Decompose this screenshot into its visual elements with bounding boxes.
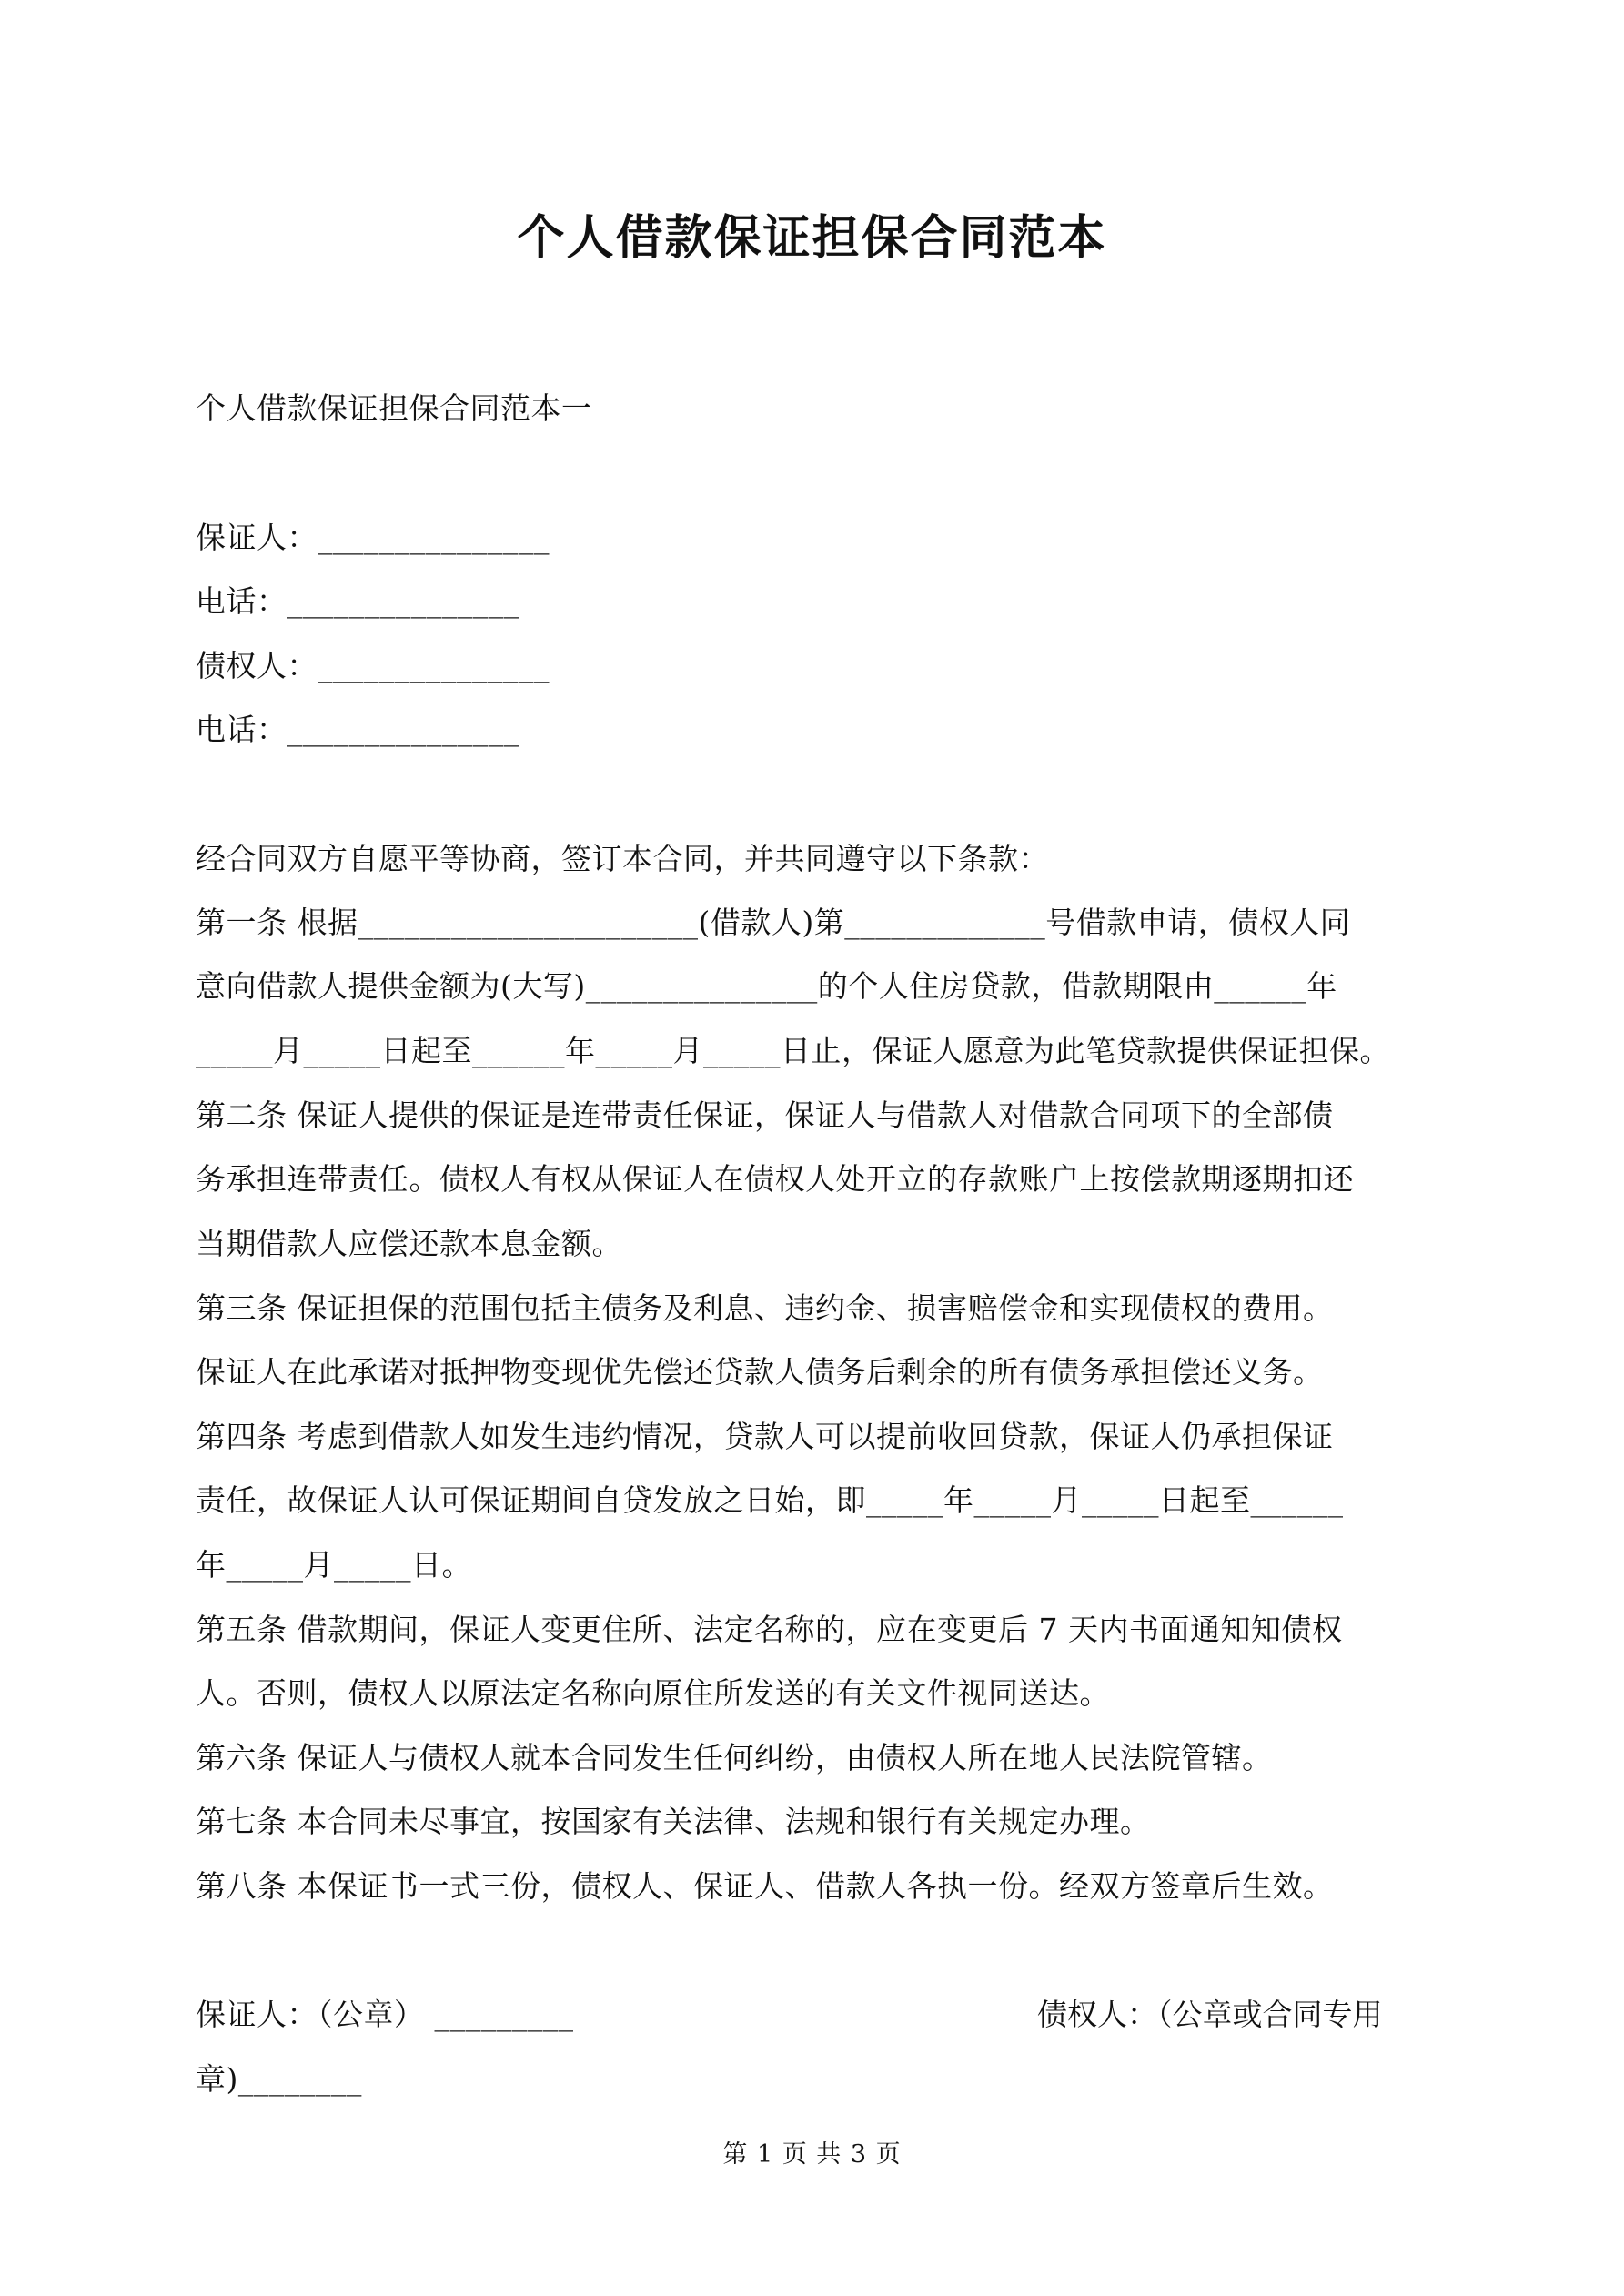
- clause-line: 第二条 保证人提供的保证是连带责任保证，保证人与借款人对借款合同项下的全部债: [196, 1097, 1334, 1133]
- clause-line: 人。否则，债权人以原法定名称向原住所发送的有关文件视同送达。: [196, 1675, 1110, 1711]
- clause-line: 第五条 借款期间，保证人变更住所、法定名称的，应在变更后 7 天内书面通知知债权: [196, 1612, 1343, 1647]
- contract-intro: 经合同双方自愿平等协商，签订本合同，并共同遵守以下条款：: [196, 841, 1049, 876]
- clause-line: 第三条 保证担保的范围包括主债务及利息、违约金、损害赔偿金和实现债权的费用。: [196, 1290, 1334, 1326]
- clause-line: 务承担连带责任。债权人有权从保证人在债权人处开立的存款账户上按偿款期逐期扣还: [196, 1161, 1354, 1197]
- clause-line: _____月_____日起至______年_____月_____日止，保证人愿意为此笔贷款提供保证担保。: [196, 1033, 1390, 1068]
- clause-line: 第四条 考虑到借款人如发生违约情况，贷款人可以提前收回贷款，保证人仍承担保证: [196, 1419, 1334, 1454]
- document-subtitle: 个人借款保证担保合同范本一: [196, 390, 592, 426]
- page-footer: 第 1 页 共 3 页: [722, 2140, 902, 2169]
- clause-line: 意向借款人提供金额为(大写)_______________的个人住房贷款，借款期限由______年: [196, 968, 1337, 1004]
- party-creditor: 债权人：_______________: [196, 648, 550, 683]
- signature-guarantor: 保证人：（公章） _________: [196, 1997, 574, 2032]
- signature-creditor: 债权人：（公章或合同专用: [1037, 1997, 1383, 2032]
- party-creditor-phone: 电话：_______________: [196, 712, 519, 747]
- clause-line: 年_____月_____日。: [196, 1547, 472, 1583]
- clause-line: 保证人在此承诺对抵押物变现优先偿还贷款人债务后剩余的所有债务承担偿还义务。: [196, 1354, 1324, 1390]
- clause-line: 第一条 根据______________________(借款人)第_____________号借款申请，债权人同: [196, 905, 1351, 940]
- clause-line: 当期借款人应偿还款本息金额。: [196, 1226, 622, 1261]
- clause-line: 第八条 本保证书一式三份，债权人、保证人、借款人各执一份。经双方签章后生效。: [196, 1868, 1334, 1904]
- signature-creditor-cont: 章)________: [196, 2061, 362, 2097]
- clause-line: 责任，故保证人认可保证期间自贷发放之日始，即_____年_____月_____日起至______: [196, 1482, 1344, 1518]
- clause-line: 第六条 保证人与债权人就本合同发生任何纠纷，由债权人所在地人民法院管辖。: [196, 1740, 1273, 1775]
- clause-line: 第七条 本合同未尽事宜，按国家有关法律、法规和银行有关规定办理。: [196, 1804, 1151, 1839]
- party-guarantor-phone: 电话：_______________: [196, 583, 519, 619]
- document-title: 个人借款保证担保合同范本: [517, 210, 1107, 266]
- party-guarantor: 保证人：_______________: [196, 520, 550, 555]
